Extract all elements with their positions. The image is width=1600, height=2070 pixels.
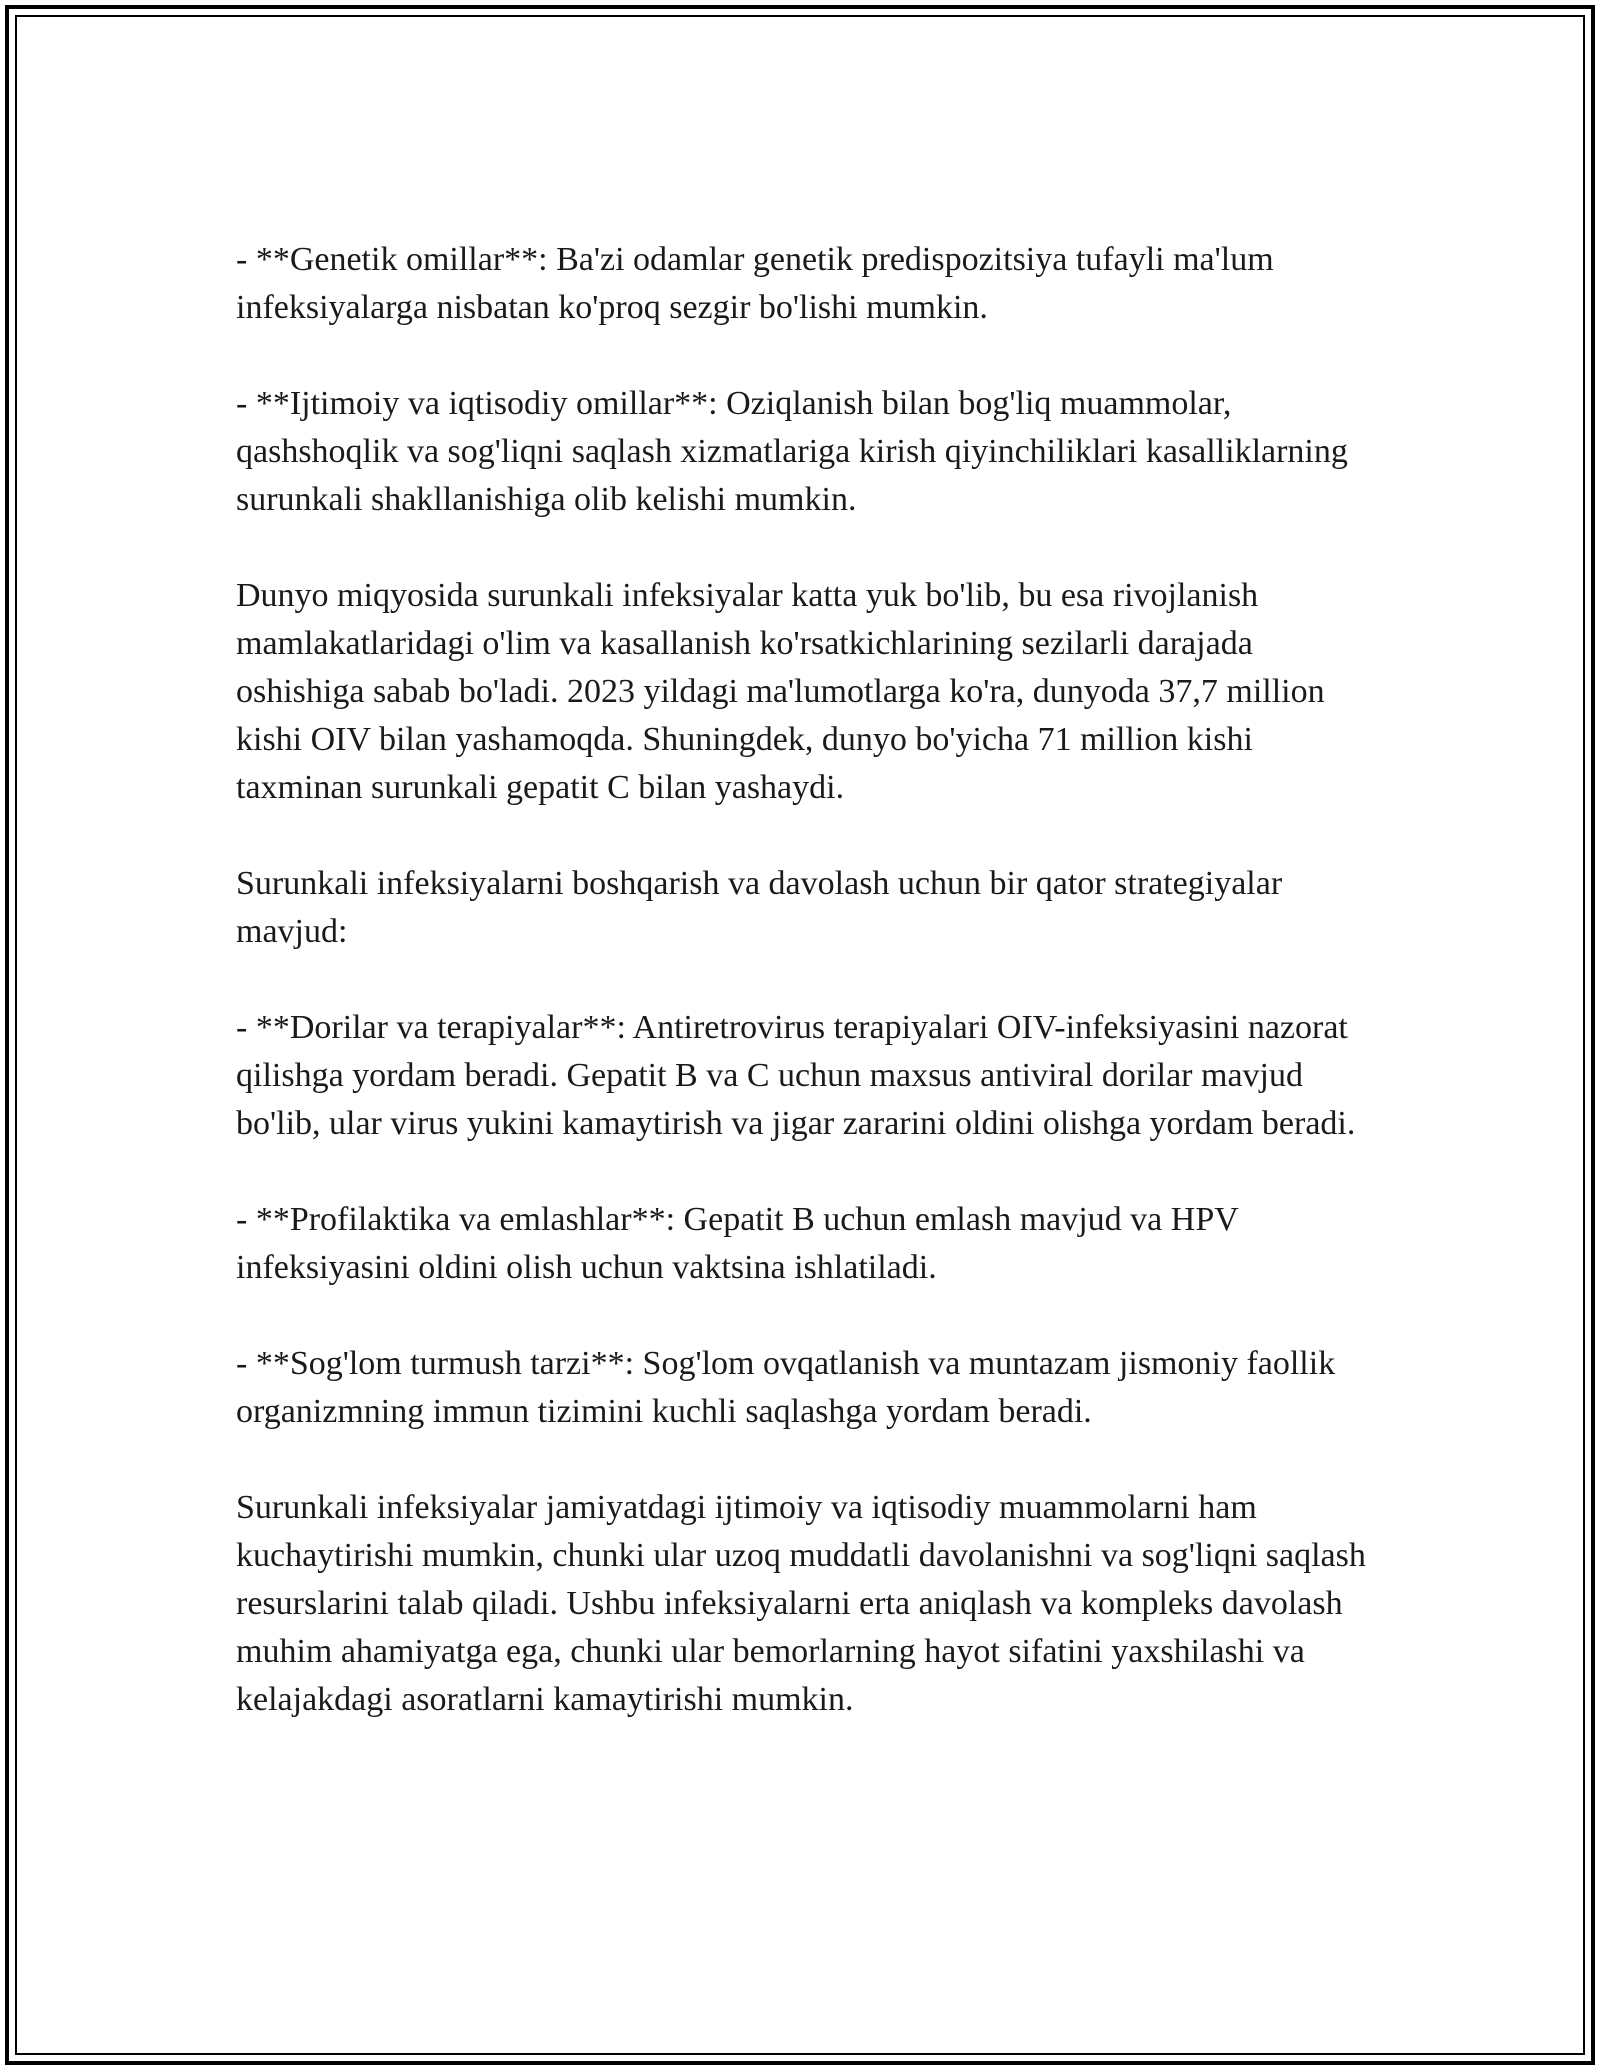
paragraph-drugs-therapies: - **Dorilar va terapiyalar**: Antiretrovirus terapiyalari OIV-infeksiyasini nazorat qilishga yordam beradi. Gepatit B va C uchun maxsus antiviral dorilar mavjud bo'lib, ular virus yukini kamaytirish va jigar zararini oldini olishga yordam beradi. [236,1009,1356,1142]
paragraph-prevention-vaccination: - **Profilaktika va emlashlar**: Gepatit B uchun emlash mavjud va HPV infeksiyasini oldini olish uchun vaktsina ishlatiladi. [236,1201,1239,1286]
paragraph-conclusion: Surunkali infeksiyalar jamiyatdagi ijtimoiy va iqtisodiy muammolarni ham kuchaytirishi mumkin, chunki ular uzoq muddatli davolanishni va sog'liqni saqlash resurslarini talab qiladi. Ushbu infeksiyalarni erta aniqlash va kompleks davolash muhim ahamiyatga ega, chunki ular bemorlarning hayot sifatini yaxshilashi va kelajakdagi asoratlarni kamaytirishi mumkin. [236,1489,1366,1718]
paragraph-global-burden: Dunyo miqyosida surunkali infeksiyalar katta yuk bo'lib, bu esa rivojlanish mamlakatlaridagi o'lim va kasallanish ko'rsatkichlarining sezilarli darajada oshishiga sabab bo'ladi. 2023 yildagi ma'lumotlarga ko'ra, dunyoda 37,7 million kishi OIV bilan yashamoqda. Shuningdek, dunyo bo'yicha 71 million kishi taxminan surunkali gepatit C bilan yashaydi. [236,577,1325,806]
document-body [236,236,1376,1724]
paragraph-genetic-factors: - **Genetik omillar**: Ba'zi odamlar genetik predispozitsiya tufayli ma'lum infeksiyalarga nisbatan ko'proq sezgir bo'lishi mumkin. [236,241,1274,326]
paragraph-strategies-intro: Surunkali infeksiyalarni boshqarish va davolash uchun bir qator strategiyalar mavjud: [236,865,1283,950]
paragraph-healthy-lifestyle: - **Sog'lom turmush tarzi**: Sog'lom ovqatlanish va muntazam jismoniy faollik organizmning immun tizimini kuchli saqlashga yordam beradi. [236,1345,1336,1430]
paragraph-social-economic-factors: - **Ijtimoiy va iqtisodiy omillar**: Oziqlanish bilan bog'liq muammolar, qashshoqlik va sog'liqni saqlash xizmatlariga kirish qiyinchiliklari kasalliklarning surunkali shakllanishiga olib kelishi mumkin. [236,385,1348,518]
